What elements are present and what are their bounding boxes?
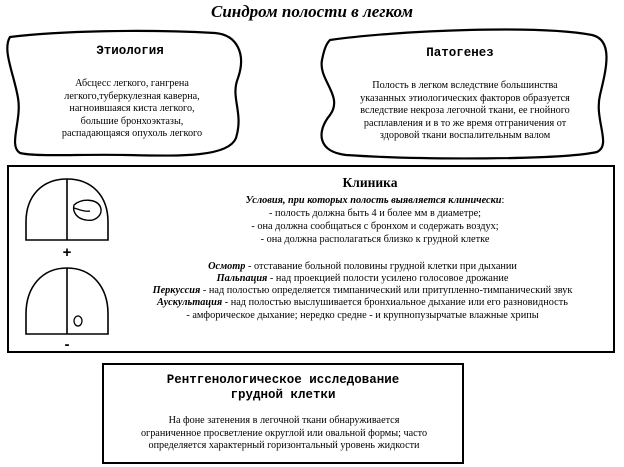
condition-item: - она должна располагаться близко к грудной клетке [260, 234, 490, 245]
etiology-line: большие бронхоэктазы, [80, 115, 184, 127]
pathogenesis-text [340, 80, 590, 143]
exam-amphoric: - амфорическое дыхание; нередко средне - и крупнопузырчатые влажные хрипы [186, 310, 539, 321]
etiology-line: распадающаяся опухоль легкого [61, 128, 203, 140]
conditions-heading-colon: : [501, 195, 505, 206]
etiology-title: Этиология [96, 44, 164, 58]
pathogenesis-line: расплавления и в то же время отграничения от [363, 117, 567, 129]
xray-title [104, 373, 462, 403]
minus-sign: - [64, 336, 70, 353]
exam-text: - над полостью выслушивается бронхиальное дыхание или его разновидность [222, 297, 568, 308]
pathogenesis-line: здоровой ткани воспалительным валом [379, 130, 551, 142]
xray-title-line: Рентгенологическое исследование [166, 373, 400, 387]
exam-percussion [110, 285, 615, 296]
conditions-heading-text: Условия, при которых полость выявляется клинически [245, 195, 502, 206]
pathogenesis-title: Патогенез [426, 46, 494, 60]
page-title: Синдром полости в легком [211, 2, 413, 21]
etiology-line: легкого,туберкулезная каверна, [64, 90, 200, 102]
etiology-text [18, 78, 246, 141]
condition-item: - полость должна быть 4 и более мм в диаметре; [268, 208, 482, 219]
exam-text: - над полостью определяется тимпанический или притупленно-тимпанический звук [200, 285, 573, 296]
pathogenesis-line: Полость в легком вследствие большинства [372, 80, 558, 91]
pathogenesis-line: вследствие некроза легочной ткани, ее гнойного [360, 105, 570, 117]
xray-text [110, 415, 458, 453]
xray-line: На фоне затенения в легочной ткани обнаруживается [168, 415, 400, 426]
xray-line: определяется характерный горизонтальный уровень жидкости [148, 440, 420, 452]
exam-auscultation [110, 297, 615, 308]
exam-label: Аускультация [157, 297, 223, 308]
exam-label: Перкуссия [152, 285, 201, 296]
plus-sign: + [62, 244, 72, 261]
exam-label: Осмотр [208, 261, 246, 272]
exam-inspection [110, 261, 615, 272]
clinic-box [7, 165, 615, 353]
clinic-title: Клиника [342, 175, 398, 190]
etiology-line: нагноившаяся киста легкого, [69, 103, 195, 115]
exam-text: - отставание больной половины грудной клетки при дыхании [245, 261, 517, 272]
condition-item: - она должна сообщаться с бронхом и содержать воздух; [251, 221, 499, 232]
pathogenesis-line: указанных этиологических факторов образуется [360, 92, 570, 104]
conditions-heading [140, 195, 610, 206]
exam-text: - над проекцией полости усилено голосовое дрожание [267, 273, 509, 284]
exam-label: Пальпация [216, 273, 268, 284]
xray-line: ограниченное просветление округлой или овальной формы; часто [140, 427, 428, 439]
etiology-line: Абсцесс легкого, гангрена [75, 78, 189, 89]
xray-title-line: грудной клетки [230, 388, 336, 402]
exam-palpation [110, 273, 615, 284]
